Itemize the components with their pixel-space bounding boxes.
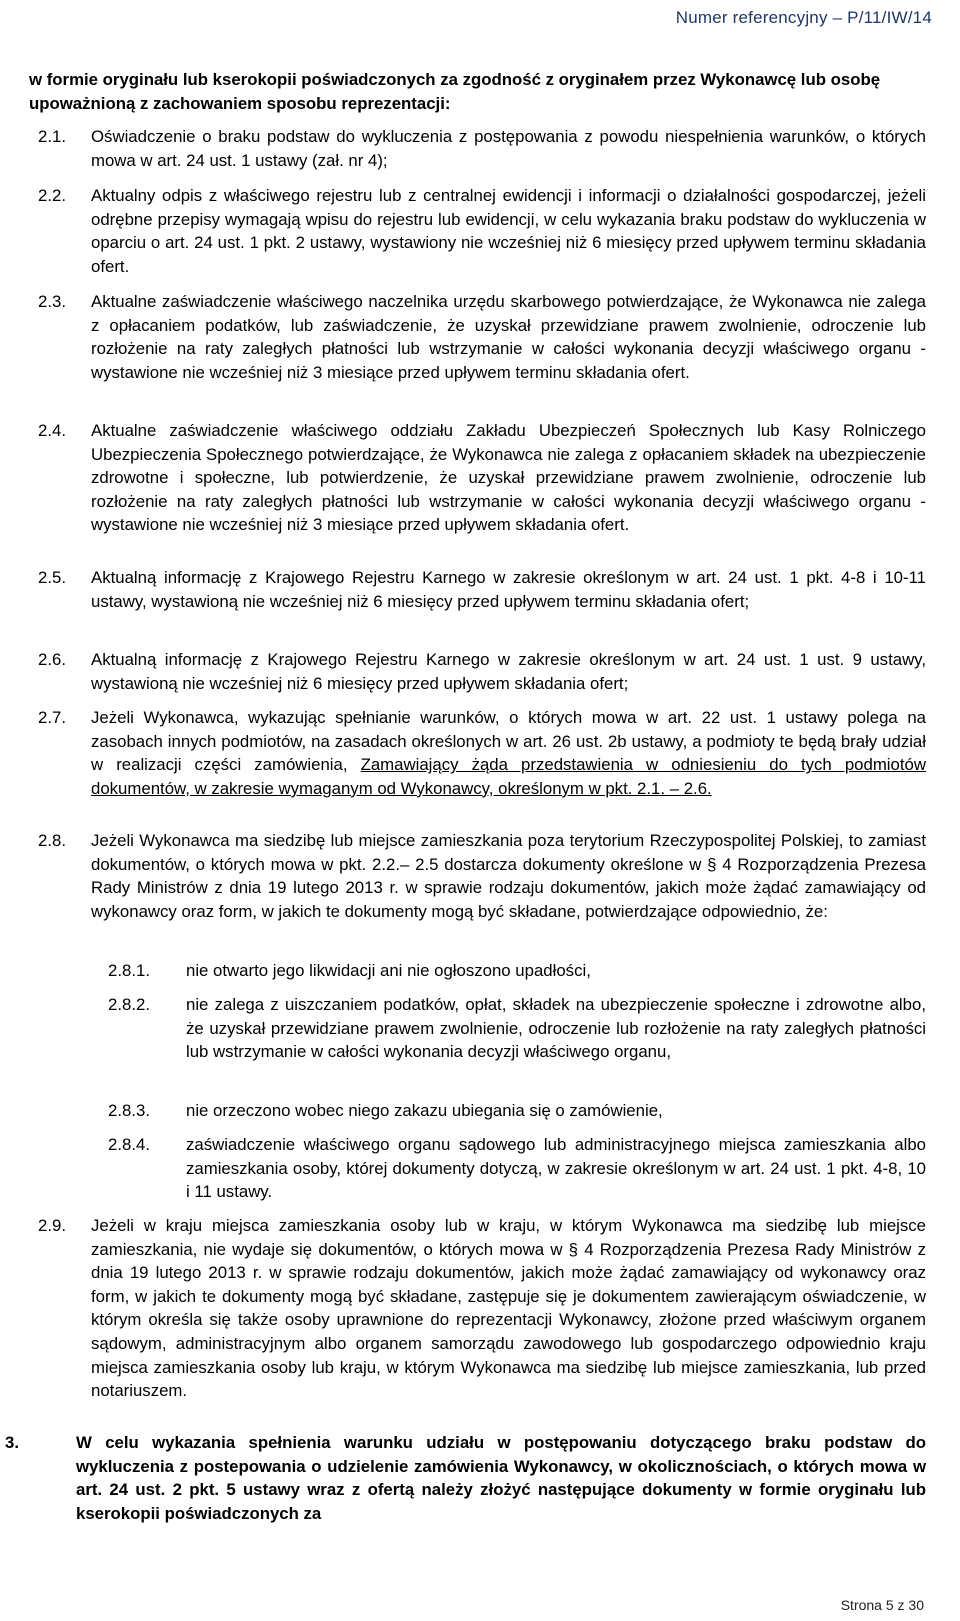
- reference-number: Numer referencyjny – P/11/IW/14: [675, 8, 932, 27]
- intro-paragraph: w formie oryginału lub kserokopii poświadczonych za zgodność z oryginałem przez Wykonawcę lub osobę upoważnioną z zachowaniem sposobu reprezentacji:: [29, 70, 881, 113]
- sub-item-text: nie orzeczono wobec niego zakazu ubiegania się o zamówienie,: [186, 1101, 663, 1120]
- list-item-2-3: [38, 290, 926, 384]
- list-item-2-5: [38, 566, 926, 613]
- list-item-2-6: [38, 648, 926, 695]
- section-3: [5, 1431, 926, 1525]
- item-text: Jeżeli w kraju miejsca zamieszkania osoby lub w kraju, w którym Wykonawca ma siedzibę lub miejsce zamieszkania, nie wydaje się dokumentów, o których mowa w § 4 Rozporządzenia Prezesa Rady Ministrów z dnia 19 lutego 2013 r. w sprawie rodzaju dokumentów, jakich może żądać zamawiający od wykonawcy oraz form, w jakich te dokumenty mogą być składane, zastępuje się je dokumentem zawierającym oświadczenie, w którym określa się także osoby uprawnione do reprezentacji Wykonawcy, złożone przed właściwym organem sądowym, administracyjnym albo organem samorządu zawodowego lub gospodarczego odpowiednio kraju miejsca zamieszkania osoby lub kraju, w którym Wykonawca ma siedzibę lub miejsce zamieszkania, lub przed notariuszem.: [91, 1216, 926, 1401]
- section-text: W celu wykazania spełnienia warunku udziału w postępowaniu dotyczącego braku podstaw do wykluczenia z postepowania o udzielenie zamówienia Wykonawcy, w okolicznościach, o których mowa w art. 24 ust. 2 pkt. 5 ustawy wraz z ofertą należy złożyć następujące dokumenty w formie oryginału lub kserokopii poświadczonych za: [76, 1433, 926, 1523]
- item-number: 2.6.: [38, 650, 66, 669]
- list-item-2-9: [38, 1214, 926, 1403]
- sub-item-number: 2.8.4.: [108, 1135, 150, 1154]
- item-text-plain: Jeżeli Wykonawca, wykazując spełnianie warunków, o których mowa w art. 22 ust. 1 ustawy polega na zasobach innych podmiotów, na zasadach określonych w art. 26 ust. 2b ustawy, a podmioty te będą brały udział w realizacji części zamówienia,: [91, 708, 926, 775]
- page-number: Strona 5 z 30: [840, 1597, 924, 1613]
- sub-item-text: nie zalega z uiszczaniem podatków, opłat, składek na ubezpieczenie społeczne i zdrowotne albo, że uzyskał przewidziane prawem zwolnienie, odroczenie lub rozłożenie na raty zaległych płatności lub wstrzymanie w całości wykonania decyzji właściwego organu,: [186, 995, 926, 1062]
- sub-item-2-8-1: [108, 959, 926, 983]
- item-text: Oświadczenie o braku podstaw do wykluczenia z postępowania z powodu niespełnienia warunków, o których mowa w art. 24 ust. 1 ustawy (zał. nr 4);: [91, 127, 926, 170]
- sub-item-text: nie otwarto jego likwidacji ani nie ogłoszono upadłości,: [186, 961, 591, 980]
- item-number: 2.5.: [38, 568, 66, 587]
- sub-item-text: zaświadczenie właściwego organu sądowego lub administracyjnego miejsca zamieszkania albo zamieszkania osoby, której dokumenty dotyczą, w zakresie określonym w art. 24 ust. 1 pkt. 4-8, 10 i 11 ustawy.: [186, 1135, 926, 1202]
- item-number: 2.3.: [38, 292, 66, 311]
- item-text-underlined: Zamawiający żąda przedstawienia w odniesieniu do tych podmiotów dokumentów, w zakresie wymaganym od Wykonawcy, określonym w pkt. 2.1. – 2.6.: [91, 755, 926, 798]
- list-item-2-2: [38, 184, 926, 278]
- item-text: Aktualne zaświadczenie właściwego naczelnika urzędu skarbowego potwierdzające, że Wykonawca nie zalega z opłacaniem podatków, lub zaświadczenie, że uzyskał przewidziane prawem zwolnienie, odroczenie lub rozłożenie na raty zaległych płatności lub wstrzymanie w całości wykonania decyzji właściwego organu - wystawione nie wcześniej niż 3 miesiące przed upływem terminu składania ofert.: [91, 292, 926, 382]
- item-text: Aktualne zaświadczenie właściwego oddziału Zakładu Ubezpieczeń Społecznych lub Kasy Rolniczego Ubezpieczenia Społecznego potwierdzające, że Wykonawca nie zalega z opłacaniem składek na ubezpieczenie zdrowotne i społeczne, lub potwierdzenie, że uzyskał przewidziane prawem zwolnienie, odroczenie lub rozłożenie na raty zaległych płatności lub wstrzymanie w całości wykonania decyzji właściwego organu - wystawione nie wcześniej niż 3 miesiące przed upływem składania ofert.: [91, 421, 926, 535]
- sub-item-number: 2.8.1.: [108, 961, 150, 980]
- item-text: [91, 706, 926, 800]
- item-number: 2.7.: [38, 708, 66, 727]
- list-item-2-7: [38, 706, 926, 800]
- list-item-2-4: [38, 419, 926, 537]
- section-number: 3.: [5, 1433, 19, 1452]
- sub-item-2-8-3: [108, 1099, 926, 1123]
- item-text: Aktualną informację z Krajowego Rejestru Karnego w zakresie określonym w art. 24 ust. 1 pkt. 4-8 i 10-11 ustawy, wystawioną nie wcześniej niż 6 miesięcy przed upływem terminu składania ofert;: [91, 568, 926, 611]
- list-item-2-8: [38, 829, 926, 923]
- sub-item-number: 2.8.2.: [108, 995, 150, 1014]
- item-text: Aktualną informację z Krajowego Rejestru Karnego w zakresie określonym w art. 24 ust. 1 ust. 9 ustawy, wystawioną nie wcześniej niż 6 miesięcy przed upływem składania ofert;: [91, 650, 926, 693]
- item-number: 2.2.: [38, 186, 66, 205]
- item-number: 2.8.: [38, 831, 66, 850]
- list-item-2-1: [38, 125, 926, 172]
- sub-item-number: 2.8.3.: [108, 1101, 150, 1120]
- item-number: 2.9.: [38, 1216, 66, 1235]
- sub-item-2-8-4: [108, 1133, 926, 1204]
- item-text: Aktualny odpis z właściwego rejestru lub z centralnej ewidencji i informacji o działalności gospodarczej, jeżeli odrębne przepisy wymagają wpisu do rejestru lub ewidencji, w celu wykazania braku podstaw do wykluczenia w oparciu o art. 24 ust. 1 pkt. 2 ustawy, wystawiony nie wcześniej niż 6 miesięcy przed upływem terminu składania ofert.: [91, 186, 926, 276]
- sub-item-2-8-2: [108, 993, 926, 1064]
- item-text: Jeżeli Wykonawca ma siedzibę lub miejsce zamieszkania poza terytorium Rzeczypospolitej Polskiej, to zamiast dokumentów, o których mowa w pkt. 2.2.– 2.5 dostarcza dokumenty określone w § 4 Rozporządzenia Prezesa Rady Ministrów z dnia 19 lutego 2013 r. w sprawie rodzaju dokumentów, jakich może żądać zamawiający od wykonawcy oraz form, w jakich te dokumenty mogą być składane, potwierdzające odpowiednio, że:: [91, 831, 926, 921]
- item-number: 2.4.: [38, 421, 66, 440]
- item-number: 2.1.: [38, 127, 66, 146]
